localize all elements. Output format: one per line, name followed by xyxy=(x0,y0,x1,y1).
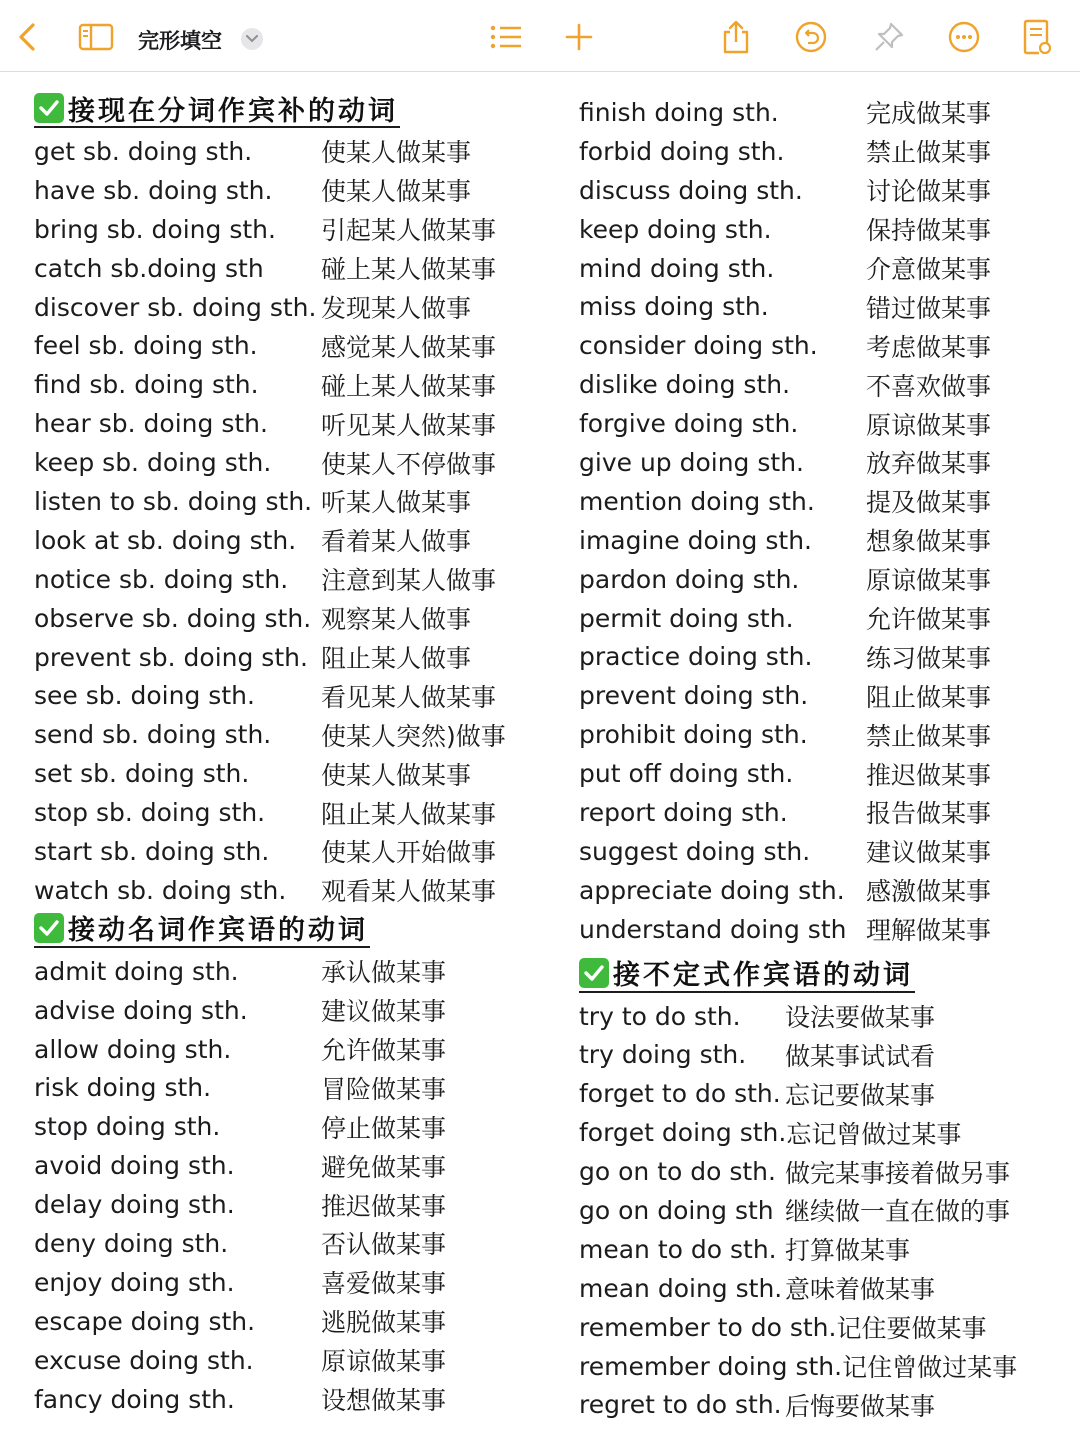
section-heading-text: 接现在分词作宾补的动词 xyxy=(68,95,398,127)
phrase-english: mean doing sth. xyxy=(579,1273,783,1303)
phrase-english: hear sb. doing sth. xyxy=(34,409,268,439)
list-item xyxy=(34,482,534,521)
phrase-chinese: 承认做某事 xyxy=(321,958,447,988)
list-item xyxy=(579,560,1059,599)
list-item xyxy=(579,1152,1059,1191)
list-item xyxy=(579,1035,1059,1074)
phrase-chinese: 推迟做某事 xyxy=(321,1191,447,1221)
phrase-english: fancy doing sth. xyxy=(34,1384,235,1414)
phrase-chinese: 原谅做某事 xyxy=(866,566,992,596)
list-item xyxy=(579,210,1059,249)
more-icon[interactable] xyxy=(946,18,982,56)
phrase-english: prevent doing sth. xyxy=(579,681,809,711)
section-heading-gerund xyxy=(34,910,534,950)
list-icon[interactable] xyxy=(486,18,526,56)
list-item xyxy=(579,1191,1059,1230)
phrase-chinese: 介意做某事 xyxy=(866,255,992,284)
phrase-english: appreciate doing sth. xyxy=(579,875,845,905)
list-item xyxy=(34,288,534,327)
plus-icon[interactable] xyxy=(562,18,596,56)
phrase-english: pardon doing sth. xyxy=(579,564,800,594)
phrase-english: catch sb.doing sth xyxy=(34,253,264,283)
phrase-english: get sb. doing sth. xyxy=(34,136,253,166)
phrase-chinese: 使某人不停做事 xyxy=(321,449,497,479)
list-item xyxy=(34,210,534,249)
phrase-english: miss doing sth. xyxy=(579,292,769,322)
phrase-english: set sb. doing sth. xyxy=(34,759,250,789)
phrase-chinese: 提及做某事 xyxy=(866,488,992,518)
list-item xyxy=(579,443,1059,482)
phrase-chinese: 碰上某人做某事 xyxy=(321,255,497,285)
infinitive-list xyxy=(579,997,1059,1425)
phrase-english: give up doing sth. xyxy=(579,447,804,477)
phrase-chinese: 推迟做某事 xyxy=(866,760,992,790)
undo-icon[interactable] xyxy=(793,18,829,56)
phrase-english: forget doing sth. xyxy=(579,1118,787,1148)
list-item xyxy=(34,404,534,443)
right-column xyxy=(579,93,1059,1424)
list-item xyxy=(34,599,534,638)
phrase-english: listen to sb. doing sth. xyxy=(34,486,313,516)
list-item xyxy=(34,1185,534,1224)
phrase-chinese: 报告做某事 xyxy=(866,799,992,829)
document-title[interactable]: 完形填空 xyxy=(138,29,222,53)
checkmark-icon xyxy=(34,93,64,123)
phrase-chinese: 想象做某事 xyxy=(866,527,992,557)
list-item xyxy=(579,637,1059,676)
phrase-chinese: 理解做某事 xyxy=(866,916,992,946)
phrase-english: discuss doing sth. xyxy=(579,175,803,205)
phrase-english: admit doing sth. xyxy=(34,956,239,986)
phrase-english: forbid doing sth. xyxy=(579,136,785,166)
phrase-chinese: 建议做某事 xyxy=(321,997,447,1027)
phrase-english: stop doing sth. xyxy=(34,1112,221,1142)
list-item xyxy=(579,832,1059,871)
phrase-english: finish doing sth. xyxy=(579,97,779,127)
phrase-chinese: 禁止做某事 xyxy=(866,721,992,751)
phrase-english: put off doing sth. xyxy=(579,759,794,789)
phrase-english: enjoy doing sth. xyxy=(34,1267,235,1297)
phrase-english: advise doing sth. xyxy=(34,995,248,1025)
phrase-chinese: 逃脱做某事 xyxy=(321,1308,447,1338)
phrase-chinese: 听某人做某事 xyxy=(321,488,472,518)
phrase-chinese: 考虑做某事 xyxy=(866,332,992,362)
phrase-chinese: 冒险做某事 xyxy=(321,1074,447,1104)
gerund-list-continued xyxy=(579,93,1059,949)
phrase-chinese: 放弃做某事 xyxy=(866,449,992,479)
list-item xyxy=(579,910,1059,949)
phrase-chinese: 允许做某事 xyxy=(866,605,992,635)
list-item xyxy=(34,560,534,599)
phrase-chinese: 不喜欢做事 xyxy=(866,371,992,401)
phrase-english: remember doing sth. xyxy=(579,1351,843,1381)
phrase-english: mean to do sth. xyxy=(579,1234,777,1264)
phrase-english: regret to do sth. xyxy=(579,1390,782,1420)
list-item xyxy=(34,871,534,910)
list-item xyxy=(579,871,1059,910)
phrase-chinese: 忘记曾做过某事 xyxy=(786,1119,962,1149)
phrase-english: mind doing sth. xyxy=(579,253,775,283)
list-item xyxy=(34,132,534,171)
list-item xyxy=(34,521,534,560)
list-item xyxy=(34,171,534,210)
phrase-english: risk doing sth. xyxy=(34,1073,212,1103)
phrase-english: look at sb. doing sth. xyxy=(34,525,297,555)
list-item xyxy=(579,249,1059,288)
phrase-english: suggest doing sth. xyxy=(579,836,811,866)
list-item xyxy=(34,715,534,754)
phrase-english: allow doing sth. xyxy=(34,1034,232,1064)
phrase-chinese: 感激做某事 xyxy=(866,877,992,907)
list-item xyxy=(34,1302,534,1341)
phrase-chinese: 使某人做某事 xyxy=(321,138,472,168)
sidebar-icon[interactable] xyxy=(76,18,116,56)
list-item xyxy=(34,1030,534,1069)
list-item xyxy=(579,1230,1059,1269)
section-heading-text: 接不定式作宾语的动词 xyxy=(613,960,913,992)
gerund-list xyxy=(34,952,534,1419)
phrase-chinese: 做某事试试看 xyxy=(785,1041,936,1071)
phrase-chinese: 感觉某人做某事 xyxy=(321,332,497,362)
list-item xyxy=(34,443,534,482)
present-participle-list xyxy=(34,132,534,910)
phrase-chinese: 注意到某人做事 xyxy=(321,566,497,596)
phrase-english: avoid doing sth. xyxy=(34,1151,235,1181)
phrase-english: discover sb. doing sth. xyxy=(34,292,317,322)
phrase-chinese: 记住要做某事 xyxy=(836,1314,987,1344)
phrase-english: consider doing sth. xyxy=(579,331,818,361)
list-item xyxy=(579,482,1059,521)
section-heading-infinitive xyxy=(579,955,1059,995)
pin-icon[interactable] xyxy=(871,18,907,56)
phrase-english: deny doing sth. xyxy=(34,1228,229,1258)
list-item xyxy=(579,287,1059,326)
phrase-english: escape doing sth. xyxy=(34,1306,256,1336)
list-item xyxy=(579,1269,1059,1308)
phrase-english: notice sb. doing sth. xyxy=(34,564,289,594)
list-item xyxy=(34,676,534,715)
share-icon[interactable] xyxy=(718,18,754,56)
phrase-chinese: 看见某人做某事 xyxy=(321,682,497,712)
phrase-english: try to do sth. xyxy=(579,1001,741,1031)
phrase-chinese: 做完某事接着做另事 xyxy=(785,1158,1011,1188)
list-item xyxy=(579,599,1059,638)
phrase-english: observe sb. doing sth. xyxy=(34,603,312,633)
list-item xyxy=(579,521,1059,560)
list-item xyxy=(34,365,534,404)
phrase-english: watch sb. doing sth. xyxy=(34,875,287,905)
toolbar xyxy=(0,0,1080,72)
list-item xyxy=(34,952,534,991)
phrase-chinese: 阻止做某事 xyxy=(866,682,992,712)
section-heading-text: 接动名词作宾语的动词 xyxy=(68,915,368,947)
list-item xyxy=(579,715,1059,754)
document-settings-icon[interactable] xyxy=(1020,18,1054,56)
phrase-chinese: 原谅做某事 xyxy=(321,1347,447,1377)
phrase-chinese: 观看某人做某事 xyxy=(321,877,497,907)
phrase-english: forgive doing sth. xyxy=(579,409,799,439)
phrase-chinese: 意味着做某事 xyxy=(785,1275,936,1305)
list-item xyxy=(579,1386,1059,1425)
phrase-english: prevent sb. doing sth. xyxy=(34,642,308,672)
phrase-english: try doing sth. xyxy=(579,1040,747,1070)
phrase-chinese: 引起某人做某事 xyxy=(321,216,497,246)
phrase-chinese: 听见某人做某事 xyxy=(321,410,497,440)
phrase-chinese: 错过做某事 xyxy=(866,293,992,323)
phrase-english: permit doing sth. xyxy=(579,603,794,633)
list-item xyxy=(579,1308,1059,1347)
phrase-english: prohibit doing sth. xyxy=(579,720,808,750)
phrase-chinese: 讨论做某事 xyxy=(866,177,992,207)
phrase-chinese: 后悔要做某事 xyxy=(785,1391,936,1421)
phrase-chinese: 继续做一直在做的事 xyxy=(785,1197,1011,1227)
phrase-chinese: 避免做某事 xyxy=(321,1152,447,1182)
phrase-chinese: 使某人做某事 xyxy=(321,760,472,790)
list-item xyxy=(579,93,1059,132)
phrase-english: understand doing sth xyxy=(579,914,847,944)
list-item xyxy=(579,404,1059,443)
phrase-chinese: 打算做某事 xyxy=(785,1236,911,1266)
list-item xyxy=(34,754,534,793)
list-item xyxy=(579,793,1059,832)
list-item xyxy=(34,326,534,365)
list-item xyxy=(34,1107,534,1146)
list-item xyxy=(34,1341,534,1380)
list-item xyxy=(579,171,1059,210)
checkmark-icon xyxy=(579,958,609,988)
phrase-chinese: 阻止某人做事 xyxy=(321,644,472,674)
phrase-english: feel sb. doing sth. xyxy=(34,331,258,361)
phrase-english: see sb. doing sth. xyxy=(34,681,255,711)
phrase-chinese: 否认做某事 xyxy=(321,1230,447,1260)
left-column xyxy=(34,90,534,1419)
list-item xyxy=(579,676,1059,715)
phrase-chinese: 完成做某事 xyxy=(866,99,992,129)
phrase-chinese: 阻止某人做某事 xyxy=(321,799,497,829)
phrase-chinese: 使某人突然)做事 xyxy=(321,721,506,751)
phrase-english: start sb. doing sth. xyxy=(34,836,270,866)
list-item xyxy=(34,1146,534,1185)
phrase-chinese: 使某人做某事 xyxy=(321,177,472,207)
phrase-english: stop sb. doing sth. xyxy=(34,798,266,828)
list-item xyxy=(34,1380,534,1419)
list-item xyxy=(34,1224,534,1263)
phrase-english: mention doing sth. xyxy=(579,486,815,516)
list-item xyxy=(579,754,1059,793)
chevron-down-icon[interactable] xyxy=(241,28,263,50)
phrase-english: dislike doing sth. xyxy=(579,370,791,400)
phrase-english: delay doing sth. xyxy=(34,1190,235,1220)
phrase-chinese: 设想做某事 xyxy=(321,1386,447,1416)
phrase-chinese: 看着某人做事 xyxy=(321,527,472,557)
phrase-english: keep sb. doing sth. xyxy=(34,448,272,478)
phrase-chinese: 碰上某人做某事 xyxy=(321,371,497,401)
list-item xyxy=(579,1074,1059,1113)
phrase-chinese: 设法要做某事 xyxy=(785,1003,936,1033)
phrase-english: go on to do sth. xyxy=(579,1157,776,1187)
phrase-chinese: 建议做某事 xyxy=(866,838,992,868)
phrase-english: practice doing sth. xyxy=(579,642,813,672)
list-item xyxy=(579,365,1059,404)
phrase-english: go on doing sth xyxy=(579,1195,774,1225)
phrase-chinese: 发现某人做事 xyxy=(321,294,472,323)
list-item xyxy=(579,132,1059,171)
phrase-chinese: 允许做某事 xyxy=(321,1036,447,1066)
list-item xyxy=(579,1113,1059,1152)
checkmark-icon xyxy=(34,913,64,943)
list-item xyxy=(34,1068,534,1107)
list-item xyxy=(579,326,1059,365)
phrase-english: find sb. doing sth. xyxy=(34,370,259,400)
phrase-chinese: 停止做某事 xyxy=(321,1113,447,1143)
section-heading-present-participle xyxy=(34,90,534,130)
phrase-english: remember to do sth. xyxy=(579,1312,837,1342)
list-item xyxy=(579,1347,1059,1386)
list-item xyxy=(34,991,534,1030)
phrase-chinese: 禁止做某事 xyxy=(866,138,992,168)
phrase-chinese: 保持做某事 xyxy=(866,216,992,246)
phrase-chinese: 原谅做某事 xyxy=(866,410,992,440)
phrase-english: report doing sth. xyxy=(579,797,788,827)
phrase-chinese: 使某人开始做事 xyxy=(321,838,497,868)
phrase-chinese: 忘记要做某事 xyxy=(785,1080,936,1110)
phrase-chinese: 喜爱做某事 xyxy=(321,1269,447,1299)
phrase-english: send sb. doing sth. xyxy=(34,720,272,750)
phrase-chinese: 练习做某事 xyxy=(866,643,992,673)
list-item xyxy=(34,793,534,832)
phrase-english: imagine doing sth. xyxy=(579,525,812,555)
list-item xyxy=(34,832,534,871)
phrase-english: keep doing sth. xyxy=(579,214,772,244)
list-item xyxy=(34,1263,534,1302)
phrase-english: have sb. doing sth. xyxy=(34,175,273,205)
phrase-english: bring sb. doing sth. xyxy=(34,214,276,244)
phrase-english: forget to do sth. xyxy=(579,1079,781,1109)
phrase-chinese: 记住曾做过某事 xyxy=(842,1353,1018,1383)
list-item xyxy=(34,638,534,677)
phrase-chinese: 观察某人做事 xyxy=(321,605,472,635)
list-item xyxy=(34,249,534,288)
list-item xyxy=(579,997,1059,1036)
back-chevron-icon[interactable] xyxy=(12,18,42,56)
phrase-english: excuse doing sth. xyxy=(34,1345,254,1375)
